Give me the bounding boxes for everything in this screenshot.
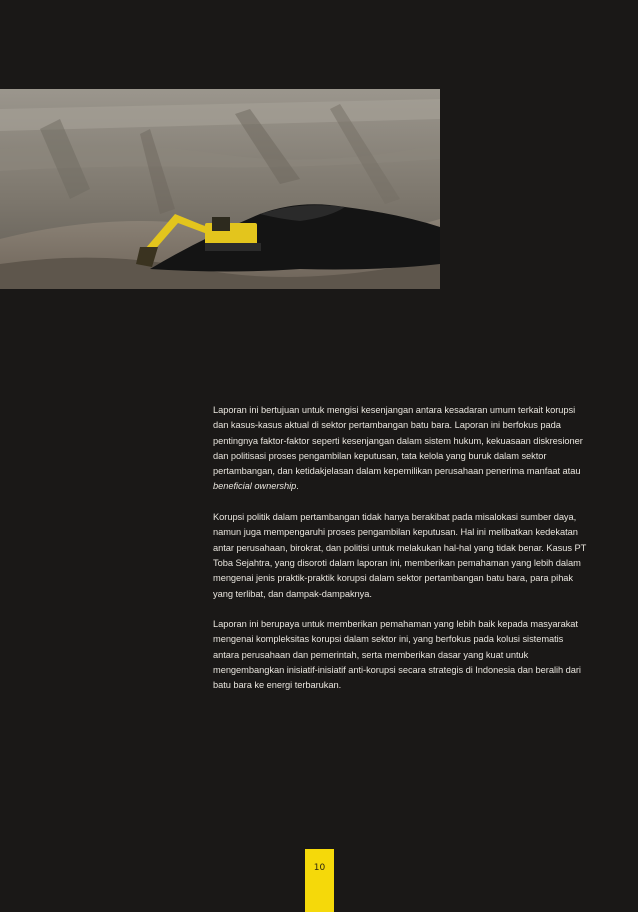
paragraph-1-tail: . [296,481,299,492]
page-number-tab [305,849,334,912]
beneficial-ownership-term: beneficial ownership [213,481,297,492]
excavator-coal-mine-illustration [0,89,440,289]
body-text [213,403,588,709]
mining-photo [0,89,440,289]
paragraph-3: Laporan ini berupaya untuk memberikan pemahaman yang lebih baik kepada masyarakat mengenai kompleksitas korupsi dalam sektor ini, yang berfokus pada kolusi sistematis antara perusahaan dan pemerintah, serta memberikan dasar yang kuat untuk mengembangkan inisiatif-inisiatif anti-korupsi secara strategis di Indonesia dan beralih dari batu bara ke energi terbarukan. [213,619,581,691]
paragraph-1 [213,403,588,495]
paragraph-1-text: Laporan ini bertujuan untuk mengisi kesenjangan antara kesadaran umum terkait korupsi dan kasus-kasus aktual di sektor pertambangan batu bara. Laporan ini berfokus pada pentingnya faktor-faktor seperti kesenjangan dalam sistem hukum, kekuasaan diskresioner dan politisasi proses pengambilan keputusan, tata kelola yang buruk dalam sektor pertambangan, dan ketidakjelasan dalam kepemilikan perusahaan penerima manfaat atau [213,405,583,477]
paragraph-2: Korupsi politik dalam pertambangan tidak hanya berakibat pada misalokasi sumber daya, namun juga mempengaruhi proses pengambilan keputusan. Hal ini melibatkan kedekatan antar perusahaan, birokrat, dan politisi untuk melakukan hal-hal yang tidak benar. Kasus PT Toba Sejahtra, yang disoroti dalam laporan ini, memberikan pemahaman yang lebih dalam mengenai jenis praktik-praktik korupsi dalam sektor pertambangan batu bara, para pihak yang terlibat, dan dampak-dampaknya. [213,512,587,599]
page-number: 10 [313,863,326,873]
